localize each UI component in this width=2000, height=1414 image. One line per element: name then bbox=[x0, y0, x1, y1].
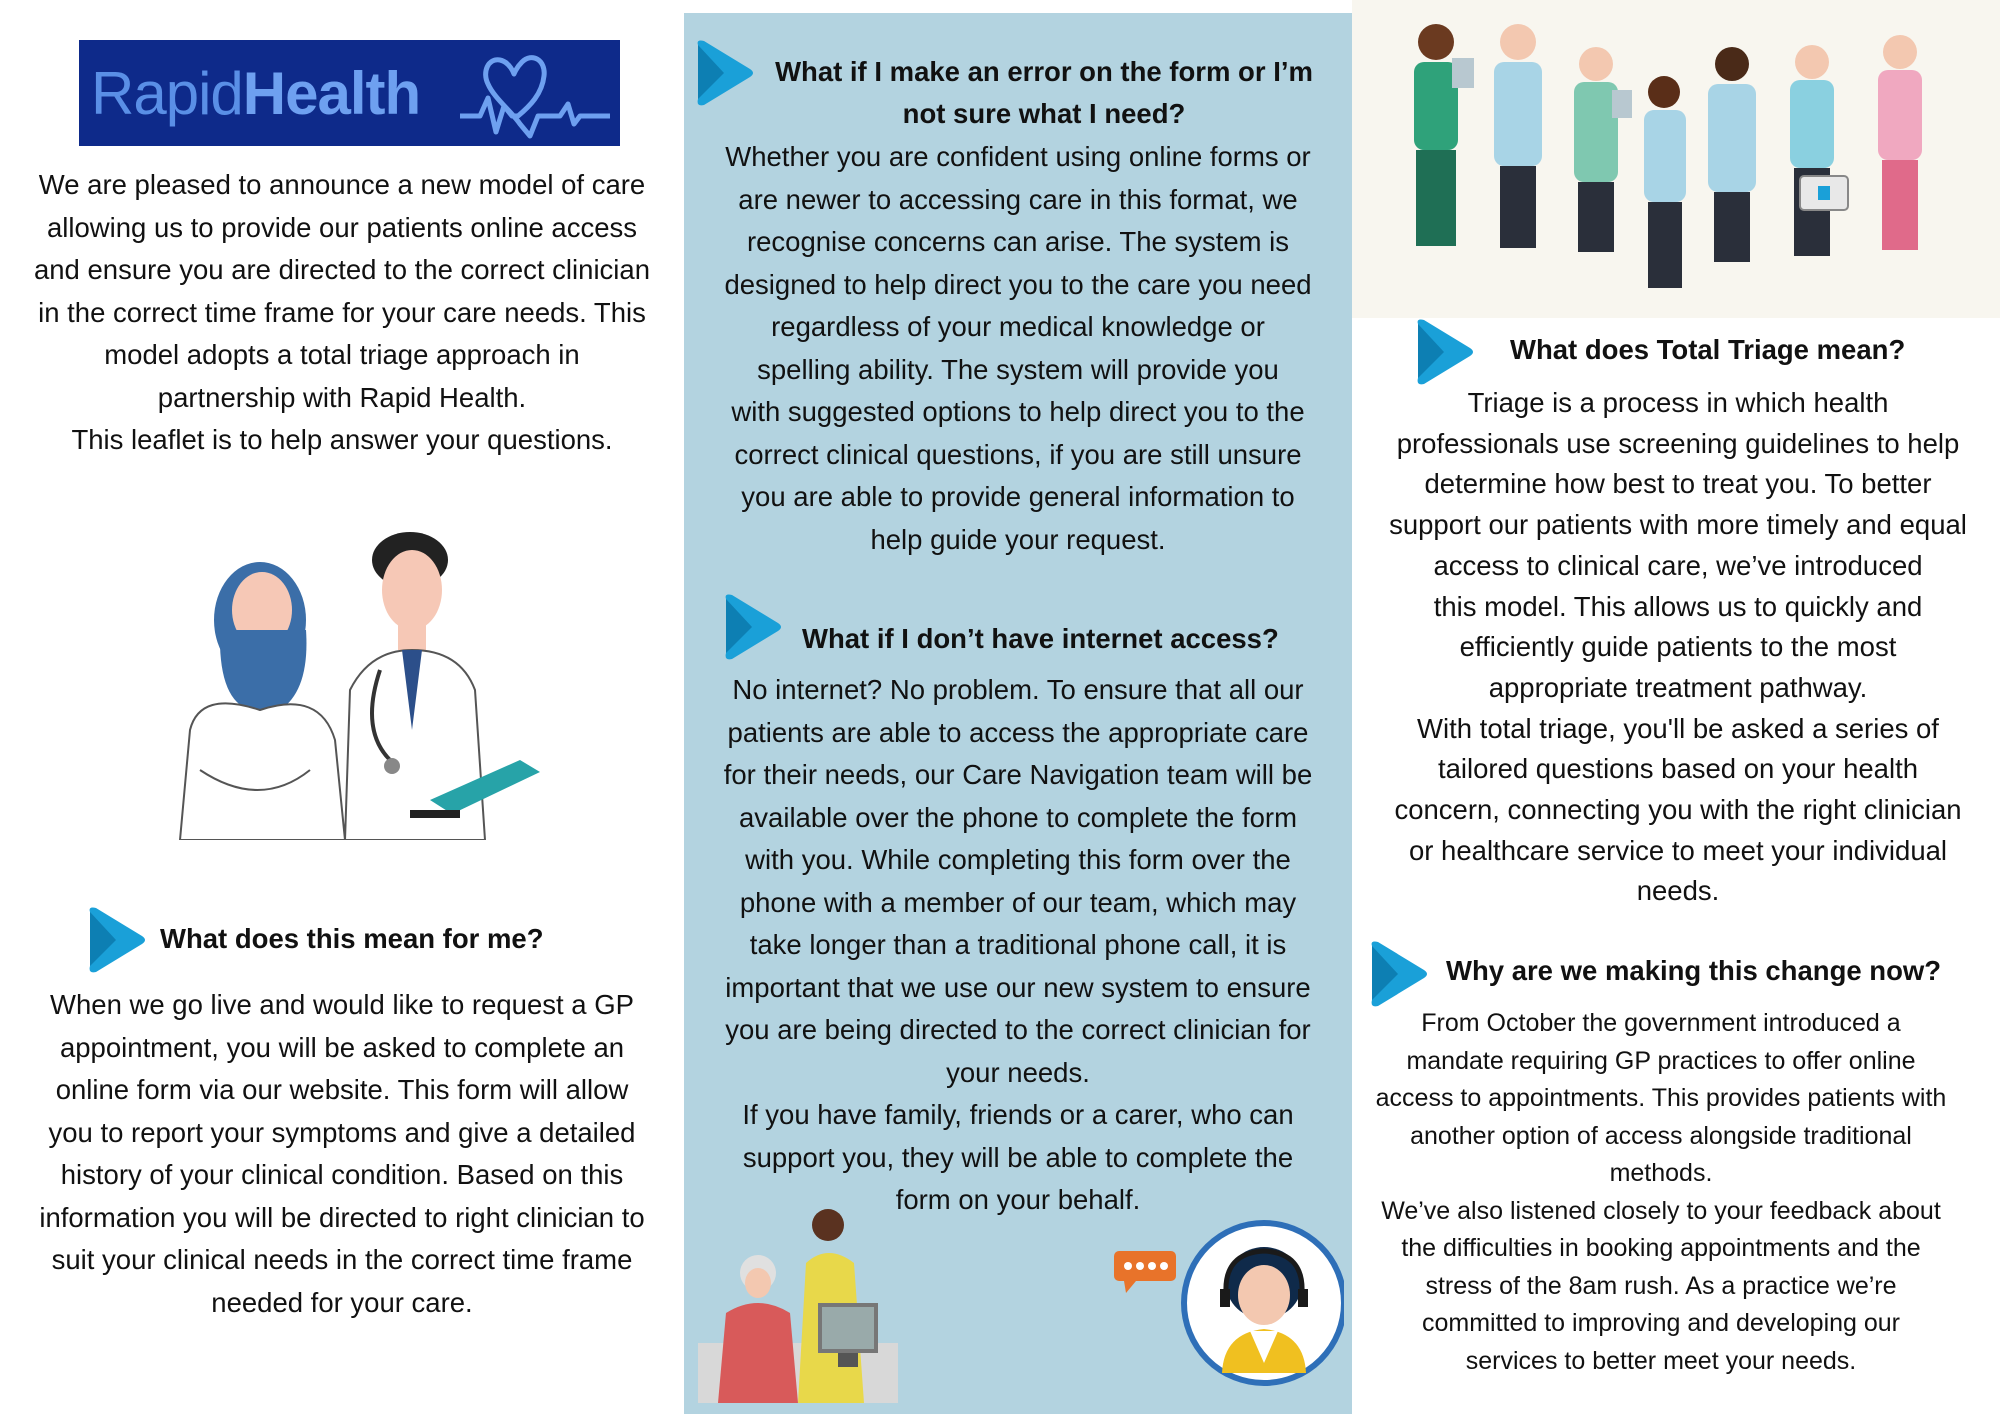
play-arrow-icon bbox=[86, 906, 146, 974]
intro-line: allowing us to provide our patients online access bbox=[46, 211, 638, 243]
change-line: stress of the 8am rush. As a practice we’re bbox=[1425, 1271, 1897, 1300]
error-line: you are able to provide general information to bbox=[741, 481, 1295, 512]
medical-team-illustration bbox=[1352, 0, 2000, 318]
change-paragraph bbox=[1356, 1005, 1966, 1380]
internet-line: available over the phone to complete the form bbox=[739, 801, 1297, 833]
error-line: spelling ability. The system will provide you bbox=[757, 353, 1279, 385]
change-line: access to appointments. This provides patients with bbox=[1375, 1084, 1947, 1112]
error-line: Whether you are confident using online forms or bbox=[725, 141, 1311, 172]
triage-line: needs. bbox=[1636, 875, 1720, 907]
internet-line: your needs. bbox=[946, 1056, 1090, 1088]
error-line: designed to help direct you to the care you need bbox=[724, 268, 1312, 300]
play-arrow-icon bbox=[722, 593, 782, 661]
change-line: From October the government introduced a bbox=[1421, 1009, 1901, 1037]
error-line: with suggested options to help direct you to the bbox=[731, 396, 1305, 427]
error-paragraph bbox=[696, 136, 1340, 561]
error-heading-line: What if I make an error on the form or I’m bbox=[775, 56, 1313, 87]
change-line: methods. bbox=[1609, 1159, 1713, 1187]
error-line: help guide your request. bbox=[870, 523, 1166, 555]
intro-line: model adopts a total triage approach in bbox=[104, 339, 580, 370]
internet-paragraph bbox=[696, 669, 1340, 1222]
internet-line: you are being directed to the correct clinician for bbox=[725, 1014, 1311, 1045]
triage-paragraph bbox=[1356, 383, 2000, 912]
left-column bbox=[0, 0, 684, 1414]
error-heading-line: not sure what I need? bbox=[902, 98, 1186, 129]
carer-computer-illustration bbox=[698, 1203, 918, 1403]
internet-line: form on your behalf. bbox=[895, 1184, 1141, 1215]
meaning-line: appointment, you will be asked to complete an bbox=[59, 1031, 625, 1063]
internet-line: support you, they will be able to complete the bbox=[742, 1141, 1294, 1173]
call-operator-illustration bbox=[1114, 1203, 1344, 1403]
meaning-line: you to report your symptoms and give a detailed bbox=[48, 1116, 636, 1148]
logo-text-bold: Health bbox=[242, 59, 421, 127]
logo-text-light: Rapid bbox=[91, 59, 243, 127]
intro-line: partnership with Rapid Health. bbox=[157, 381, 527, 413]
change-line: mandate requiring GP practices to offer online bbox=[1406, 1046, 1916, 1075]
error-line: regardless of your medical knowledge or bbox=[771, 311, 1265, 342]
change-line: We’ve also listened closely to your feedback about bbox=[1381, 1196, 1941, 1225]
meaning-line: information you will be directed to right clinician to bbox=[39, 1201, 645, 1233]
play-arrow-icon bbox=[1414, 318, 1474, 386]
triage-line: support our patients with more timely and equal bbox=[1389, 509, 1967, 541]
internet-line: for their needs, our Care Navigation team will be bbox=[723, 759, 1313, 790]
internet-line: patients are able to access the appropriate care bbox=[727, 716, 1309, 748]
triage-line: efficiently guide patients to the most bbox=[1459, 631, 1897, 663]
triage-line: concern, connecting you with the right clinician bbox=[1394, 794, 1962, 826]
triage-heading: What does Total Triage mean? bbox=[1510, 334, 1906, 365]
rapid-health-logo bbox=[79, 40, 620, 146]
change-line: committed to improving and developing our bbox=[1421, 1309, 1901, 1337]
internet-line: important that we use our new system to ensure bbox=[725, 971, 1311, 1003]
triage-line: tailored questions based on your health bbox=[1437, 753, 1919, 785]
middle-column bbox=[684, 13, 1352, 1414]
meaning-paragraph bbox=[20, 984, 664, 1324]
error-line: are newer to accessing care in this format, we bbox=[738, 183, 1298, 215]
meaning-line: history of your clinical condition. Based on this bbox=[60, 1159, 624, 1190]
change-line: services to better meet your needs. bbox=[1465, 1346, 1857, 1375]
triage-line: Triage is a process in which health bbox=[1467, 387, 1889, 418]
change-heading: Why are we making this change now? bbox=[1446, 955, 1942, 986]
intro-paragraph bbox=[20, 164, 664, 462]
internet-line: If you have family, friends or a carer, who can bbox=[742, 1099, 1294, 1130]
internet-line: No internet? No problem. To ensure that all our bbox=[732, 674, 1304, 705]
error-line: recognise concerns can arise. The system is bbox=[746, 226, 1290, 257]
intro-line: in the correct time frame for your care needs. This bbox=[38, 296, 646, 328]
triage-line: With total triage, you'll be asked a series of bbox=[1417, 712, 1939, 744]
error-heading bbox=[744, 51, 1344, 135]
intro-line: We are pleased to announce a new model of care bbox=[38, 169, 646, 200]
heart-pulse-icon bbox=[460, 46, 610, 142]
internet-line: phone with a member of our team, which may bbox=[739, 886, 1297, 918]
internet-line: take longer than a traditional phone call, it is bbox=[749, 929, 1287, 960]
right-column bbox=[1352, 0, 2000, 1414]
triage-line: or healthcare service to meet your individual bbox=[1408, 834, 1948, 866]
clinicians-illustration bbox=[140, 510, 560, 840]
internet-line: with you. While completing this form over the bbox=[745, 844, 1291, 875]
triage-line: determine how best to treat you. To better bbox=[1424, 468, 1932, 500]
meaning-line: online form via our website. This form will allow bbox=[55, 1074, 629, 1105]
play-arrow-icon bbox=[1368, 940, 1428, 1008]
meaning-line: When we go live and would like to request a GP bbox=[50, 989, 634, 1020]
triage-line: access to clinical care, we’ve introduced bbox=[1433, 549, 1923, 581]
meaning-line: suit your clinical needs in the correct time frame bbox=[51, 1244, 633, 1275]
intro-line: This leaflet is to help answer your questions. bbox=[71, 424, 613, 455]
error-line: correct clinical questions, if you are still unsure bbox=[734, 438, 1302, 470]
intro-line: and ensure you are directed to the correct clinician bbox=[33, 254, 651, 285]
triage-line: professionals use screening guidelines to help bbox=[1396, 427, 1960, 459]
meaning-line: needed for your care. bbox=[211, 1286, 473, 1318]
meaning-heading: What does this mean for me? bbox=[160, 923, 544, 954]
triage-line: appropriate treatment pathway. bbox=[1488, 671, 1868, 703]
change-line: another option of access alongside traditional bbox=[1410, 1121, 1912, 1150]
change-line: the difficulties in booking appointments and the bbox=[1401, 1234, 1921, 1262]
triage-line: this model. This allows us to quickly and bbox=[1433, 590, 1923, 622]
internet-heading: What if I don’t have internet access? bbox=[802, 623, 1279, 654]
